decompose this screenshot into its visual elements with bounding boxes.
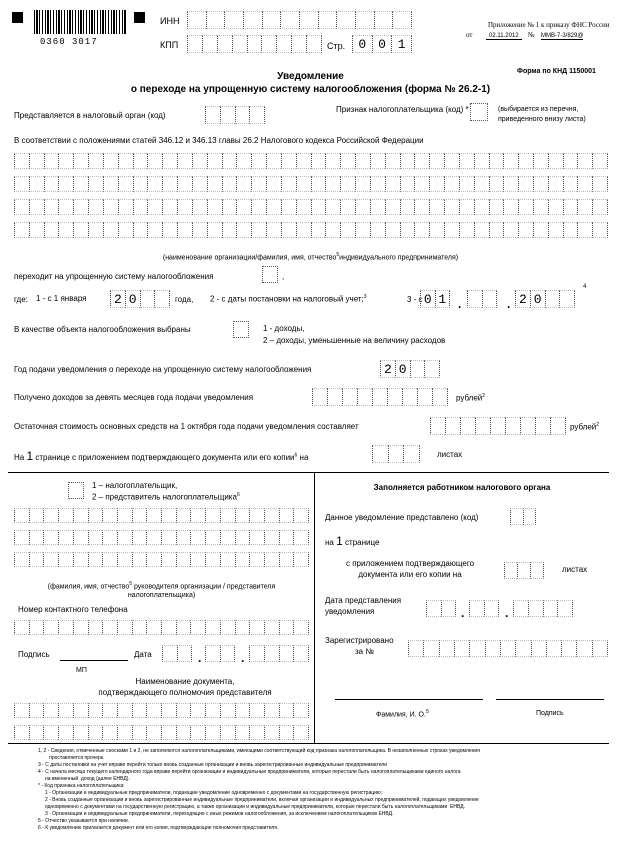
section-divider-h xyxy=(8,472,609,473)
authority-doc-label: Наименование документа, xyxy=(135,677,235,686)
footnote-mark: 4 xyxy=(583,284,587,290)
form-code: Форма по КНД 1150001 xyxy=(517,68,596,75)
authority-doc-row-1[interactable] xyxy=(14,703,309,718)
footnote: 5 - Отчество указывается при наличии. xyxy=(38,818,130,824)
footnote: 2 - Вновь созданные организации и вновь зарегистрированные индивидуальные предприниматели, включая организации и индивидуальных предпринимателей, подающих уведомление xyxy=(38,797,479,803)
signer-fio-caption: налогоплательщика) xyxy=(127,592,196,599)
appendix-number: ММВ-7-3/829@ xyxy=(541,33,584,39)
footnote: 3 - С даты постановки на учет вправе перейти только вновь созданные организации и вновь зарегистрированные индивидуальные предприниматели xyxy=(38,762,388,768)
footnote: 1 - Организации и индивидуальные предприниматели, подающие уведомление одновременно с документами на государственную регистрацию; xyxy=(38,790,383,796)
signer-fio-caption: (фамилия, имя, отчество$^5$ руководителя организации / представителя xyxy=(47,581,276,591)
org-name-row-4[interactable] xyxy=(14,222,608,238)
pages-label: На 1 странице с приложением подтверждающего документа или его копии$^6$ на xyxy=(14,449,309,463)
page-digit: 0 xyxy=(352,35,372,53)
authority-doc-label: подтверждающего полномочия представителя xyxy=(98,688,272,697)
assets-field[interactable] xyxy=(430,417,566,435)
footnote: 4 - С начала месяца текущего календарного года вправе перейти организации и индивидуальные предприниматели, которые перестали быть налогоплательщиками единого налога xyxy=(38,769,461,775)
document-subtitle: о переходе на упрощенную систему налогообложения (форма № 26.2-1) xyxy=(130,84,491,95)
year-digit: 2 xyxy=(515,290,530,308)
submission-month-field[interactable] xyxy=(469,600,499,617)
phone-label: Номер контактного телефона xyxy=(18,605,128,614)
year-digit: 2 xyxy=(110,290,125,308)
month-digit: 0 xyxy=(420,290,435,308)
year-digit: 0 xyxy=(395,360,410,378)
document-title: Уведомление xyxy=(277,71,344,82)
footnote: 1, 2 - Сведения, отмеченные сносками 1 и 2, не заполняются налогоплательщиками, имеющими соответствующий код признака налогоплательщика. В незаполненных строках уведомления xyxy=(38,748,480,754)
income-field[interactable] xyxy=(312,388,448,406)
signer-option-2: 2 – представитель налогоплательщика$^6$ xyxy=(92,492,240,502)
submission-date-label: уведомления xyxy=(325,607,375,616)
org-name-row-3[interactable] xyxy=(14,199,608,215)
taxpayer-sign-field[interactable] xyxy=(470,103,488,121)
signer-fio-row-1[interactable] xyxy=(14,508,309,523)
transition-comma: , xyxy=(282,272,285,281)
presented-code-field[interactable] xyxy=(510,508,536,525)
object-code-field[interactable] xyxy=(233,321,249,338)
year-submit-label: Год подачи уведомления о переходе на упрощенную систему налогообложения xyxy=(14,365,312,374)
date-dot: . xyxy=(507,297,511,311)
transition-label: переходит на упрощенную систему налогообложения xyxy=(14,272,214,281)
appendix-no: № xyxy=(528,31,535,39)
income-label: Получено доходов за девять месяцев года подачи уведомления xyxy=(14,393,254,402)
registration-number-field[interactable] xyxy=(408,640,608,657)
year-digit: 0 xyxy=(530,290,545,308)
section-divider-v xyxy=(314,472,315,743)
signer-day-field[interactable] xyxy=(162,645,192,662)
signer-option-1: 1 – налогоплательщик, xyxy=(92,481,178,490)
barcode-number: 0360 3017 xyxy=(40,37,98,47)
corner-marker-left xyxy=(12,12,23,23)
signer-month-field[interactable] xyxy=(205,645,235,662)
official-sign-line[interactable] xyxy=(496,699,604,700)
year-digit: 2 xyxy=(380,360,395,378)
object-label: В качестве объекта налогообложения выбраны xyxy=(14,325,191,334)
signature-line[interactable] xyxy=(60,660,128,661)
assets-unit: рублей$^2$ xyxy=(570,422,600,432)
taxpayer-sign-label: Признак налогоплательщика (код) * xyxy=(336,105,469,114)
date-dot: . xyxy=(461,606,465,620)
appendix-from: от xyxy=(466,31,473,39)
date-dot: . xyxy=(198,651,202,665)
footnote: проставляется прочерк. xyxy=(38,755,105,761)
year-digit: 0 xyxy=(125,290,140,308)
footnote-divider xyxy=(8,743,609,744)
legal-basis: В соответствии с положениями статей 346.12 и 346.13 главы 26.2 Налогового кодекса Российской Федерации xyxy=(14,136,424,145)
signer-code-field[interactable] xyxy=(68,482,84,499)
page-digit: 0 xyxy=(372,35,392,53)
object-option-2: 2 – доходы, уменьшенные на величину расходов xyxy=(263,336,446,345)
pages-field[interactable] xyxy=(372,445,420,463)
submission-day-field[interactable] xyxy=(426,600,456,617)
phone-field[interactable] xyxy=(14,620,309,635)
footnote: одновременно с документами на государственную регистрацию, а также организации и индивидуальные предприниматели, которые перестали быть налогоплательщиками ЕНВД. xyxy=(38,804,466,810)
page-digit: 1 xyxy=(391,35,412,53)
on-pages-label: на 1 странице xyxy=(325,534,380,548)
attach-label: с приложением подтверждающего xyxy=(345,559,475,568)
page-number-field[interactable] xyxy=(352,35,412,53)
corner-marker-mid xyxy=(134,12,145,23)
year-submit-field[interactable] xyxy=(380,360,440,378)
tax-authority-label: Представляется в налоговый орган (код) xyxy=(14,111,166,120)
year-word: года, xyxy=(175,295,194,304)
page-label: Стр. xyxy=(327,41,346,51)
signer-fio-row-2[interactable] xyxy=(14,530,309,545)
transition-code-field[interactable] xyxy=(262,266,278,283)
sheets-unit: листах xyxy=(562,565,588,574)
date-dot: . xyxy=(241,651,245,665)
signer-date-label: Дата xyxy=(134,650,152,659)
presented-label: Данное уведомление представлено (код) xyxy=(325,513,479,522)
submission-date-label: Дата представления xyxy=(325,596,402,605)
org-name-row-1[interactable] xyxy=(14,153,608,169)
registration-label: за № xyxy=(355,647,374,656)
taxpayer-sign-hint: (выбирается из перечня, xyxy=(498,106,579,113)
footnote: на вмененный доход (далее ЕНВД). xyxy=(38,776,130,782)
date-dot: . xyxy=(458,297,462,311)
attach-label: документа или его копии на xyxy=(358,570,462,579)
barcode xyxy=(34,10,126,34)
signer-year-field[interactable] xyxy=(249,645,309,662)
footnote: * - Код признака налогоплательщика: xyxy=(38,783,125,789)
option-jan-label: 1 - с 1 января xyxy=(36,294,87,303)
footnote: 3 - Организации и индивидуальные предприниматели, переходящие с иных режимов налогообложения, за исключением налогоплательщиков ЕНВД. xyxy=(38,811,394,817)
assets-label: Остаточная стоимость основных средств на 1 октября года подачи уведомления составляет xyxy=(14,422,359,431)
signature-label: Подпись xyxy=(18,650,50,659)
tax-authority-field[interactable] xyxy=(205,106,265,124)
appendix-date: 02.11.2012 xyxy=(486,33,522,40)
official-section-heading: Заполняется работником налогового органа xyxy=(373,483,551,492)
month-field[interactable] xyxy=(420,290,450,308)
option-month-label: 3 - с xyxy=(407,295,423,304)
kpp-label: КПП xyxy=(160,40,179,50)
inn-field[interactable] xyxy=(187,11,412,29)
official-sign-label: Подпись xyxy=(536,710,564,717)
income-unit: рублей$^2$ xyxy=(456,393,486,403)
year-field[interactable] xyxy=(110,290,170,308)
signer-fio-row-3[interactable] xyxy=(14,552,309,567)
org-name-row-2[interactable] xyxy=(14,176,608,192)
authority-doc-row-2[interactable] xyxy=(14,725,309,740)
stamp-place: МП xyxy=(76,667,87,674)
attach-sheets-field[interactable] xyxy=(504,562,544,579)
footnote: 6 - К уведомлению прилагается документ или его копия, подтверждающие полномочия представителя. xyxy=(38,825,279,831)
org-name-caption: (наименование организации/фамилия, имя, отчество$^5$индивидуального предпринимателя) xyxy=(162,252,459,262)
footnotes xyxy=(38,748,608,832)
where-label: где: xyxy=(14,295,28,304)
official-fio-line[interactable] xyxy=(335,699,483,700)
pages-unit: листах xyxy=(437,450,463,459)
official-fio-label: Фамилия, И. О.$^5$ xyxy=(376,709,429,719)
inn-label: ИНН xyxy=(160,16,180,26)
date-dot: . xyxy=(505,606,509,620)
option-registration-label: 2 - с даты постановки на налоговый учет;$^3$ xyxy=(210,294,367,304)
submission-year-field[interactable] xyxy=(513,600,573,617)
month-digit: 1 xyxy=(435,290,451,308)
kpp-field[interactable] xyxy=(187,35,322,53)
taxpayer-sign-hint: приведенного внизу листа) xyxy=(498,116,586,123)
appendix-line: Приложение № 1 к приказу ФНС России xyxy=(488,21,610,29)
object-option-1: 1 - доходы, xyxy=(263,324,305,333)
registration-label: Зарегистрировано xyxy=(325,636,394,645)
month-field-2[interactable] xyxy=(467,290,497,308)
transition-year-field[interactable] xyxy=(515,290,575,308)
